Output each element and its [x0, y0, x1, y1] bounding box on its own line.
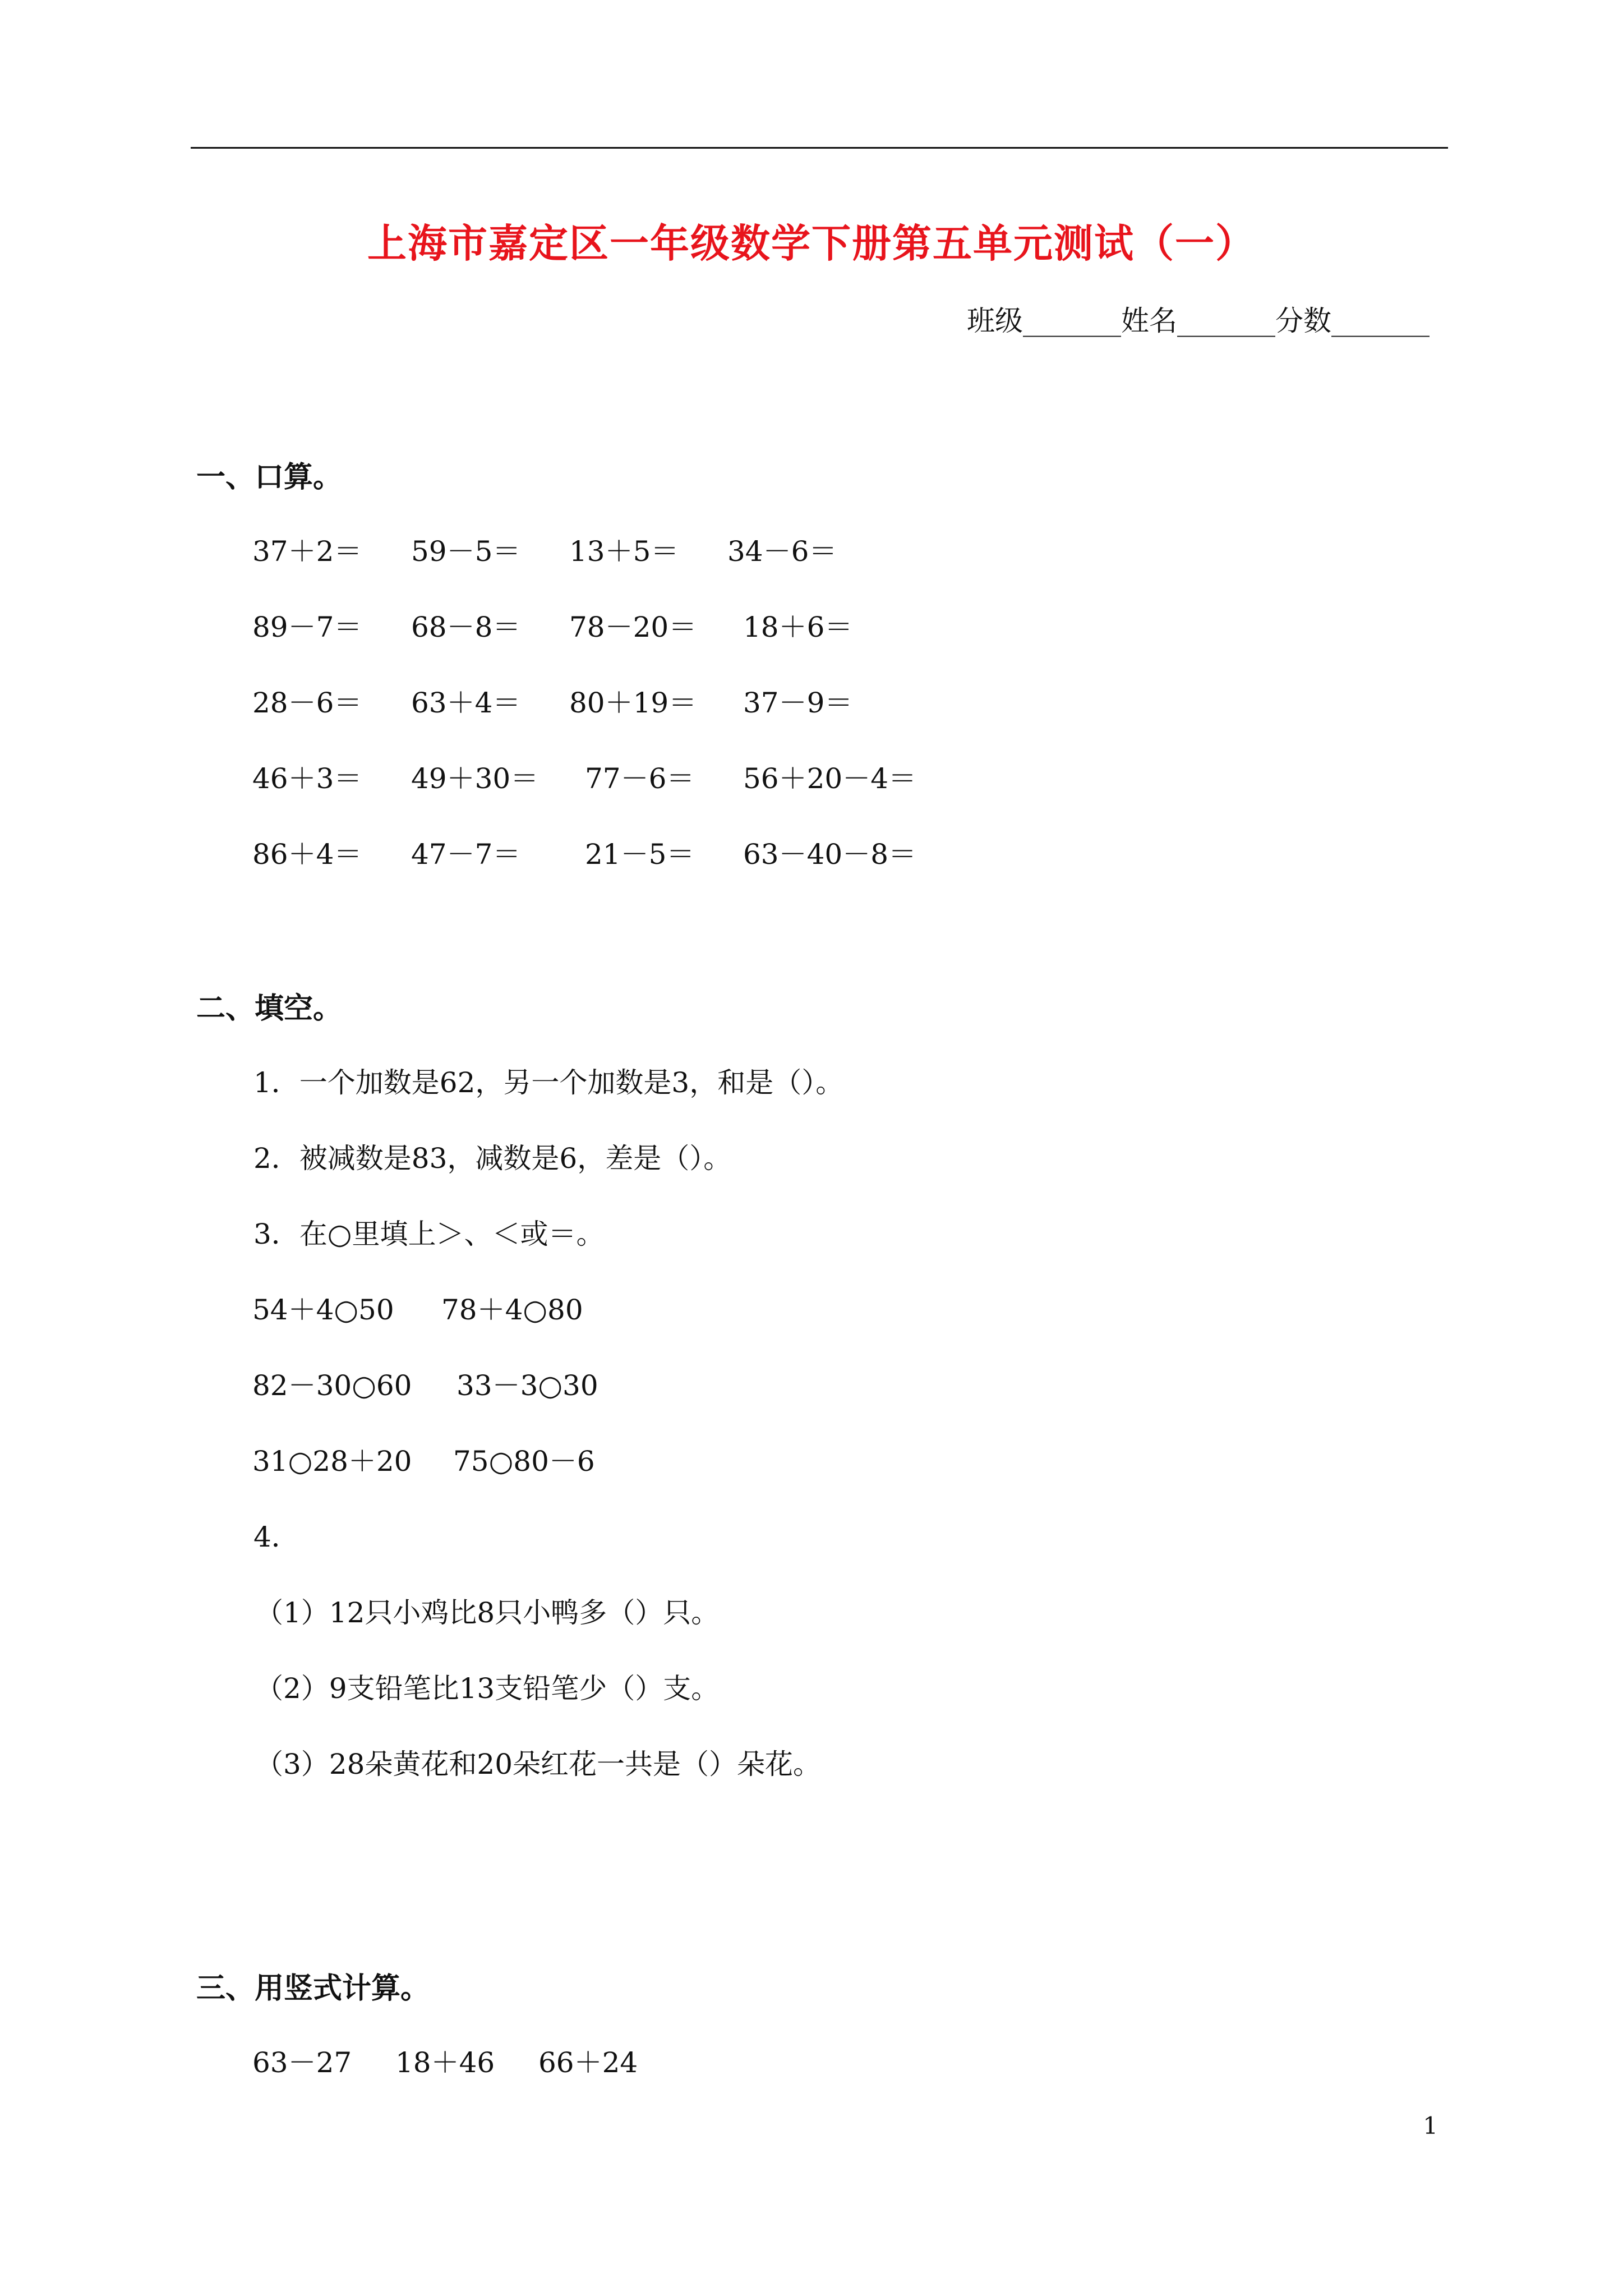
fill-question-4-part: （3）28朵黄花和20朵红花一共是（）朵花。	[255, 1748, 822, 1780]
vertical-calc-item: 66＋24	[538, 2046, 638, 2079]
mental-math-item: 68－8＝	[411, 611, 521, 643]
mental-math-item: 86＋4＝	[252, 838, 362, 871]
page-title: 上海市嘉定区一年级数学下册第五单元测试（一）	[367, 220, 1256, 266]
mental-math-item: 89－7＝	[252, 611, 362, 643]
mental-math-item: 80＋19＝	[569, 687, 697, 719]
mental-math-item: 28－6＝	[252, 687, 362, 719]
fill-question-2: 2．被减数是83，减数是6，差是（）。	[253, 1142, 732, 1175]
mental-math-item: 13＋5＝	[569, 535, 679, 568]
mental-math-item: 47－7＝	[411, 838, 521, 871]
mental-math-item: 46＋3＝	[252, 762, 362, 795]
mental-math-item: 77－6＝	[585, 762, 695, 795]
fill-question-3: 3．在○里填上＞、＜或＝。	[253, 1218, 605, 1250]
compare-item: 31○28＋20	[252, 1445, 412, 1478]
mental-math-item: 63＋4＝	[411, 687, 521, 719]
mental-math-item: 78－20＝	[569, 611, 697, 643]
compare-item: 75○80－6	[453, 1445, 595, 1478]
header-rule	[191, 147, 1448, 149]
mental-math-item: 37－9＝	[743, 687, 853, 719]
compare-item: 78＋4○80	[441, 1294, 583, 1326]
mental-math-item: 49＋30＝	[411, 762, 539, 795]
mental-math-item: 18＋6＝	[743, 611, 853, 643]
fill-question-4: 4．	[253, 1521, 299, 1553]
compare-item: 54＋4○50	[252, 1294, 394, 1326]
compare-item: 82－30○60	[252, 1369, 412, 1402]
fill-question-4-part: （2）9支铅笔比13支铅笔少（）支。	[255, 1672, 720, 1705]
fill-question-4-part: （1）12只小鸡比8只小鸭多（）只。	[255, 1596, 720, 1629]
mental-math-item: 34－6＝	[727, 535, 837, 568]
mental-math-item: 63－40－8＝	[743, 838, 917, 871]
vertical-calc-item: 18＋46	[395, 2046, 495, 2079]
page-number: 1	[1423, 2112, 1438, 2139]
mental-math-item: 56＋20－4＝	[743, 762, 917, 795]
mental-math-item: 21－5＝	[585, 838, 695, 871]
mental-math-item: 59－5＝	[411, 535, 521, 568]
section2-heading: 二、填空。	[196, 991, 343, 1025]
compare-item: 33－3○30	[457, 1369, 598, 1402]
section3-heading: 三、用竖式计算。	[196, 1971, 430, 2005]
section1-heading: 一、口算。	[196, 460, 343, 494]
vertical-calc-item: 63－27	[252, 2046, 352, 2079]
fill-question-1: 1．一个加数是62，另一个加数是3，和是（）。	[253, 1066, 844, 1099]
student-info-line: 班级_______姓名_______分数_______	[967, 305, 1430, 337]
mental-math-item: 37＋2＝	[252, 535, 362, 568]
